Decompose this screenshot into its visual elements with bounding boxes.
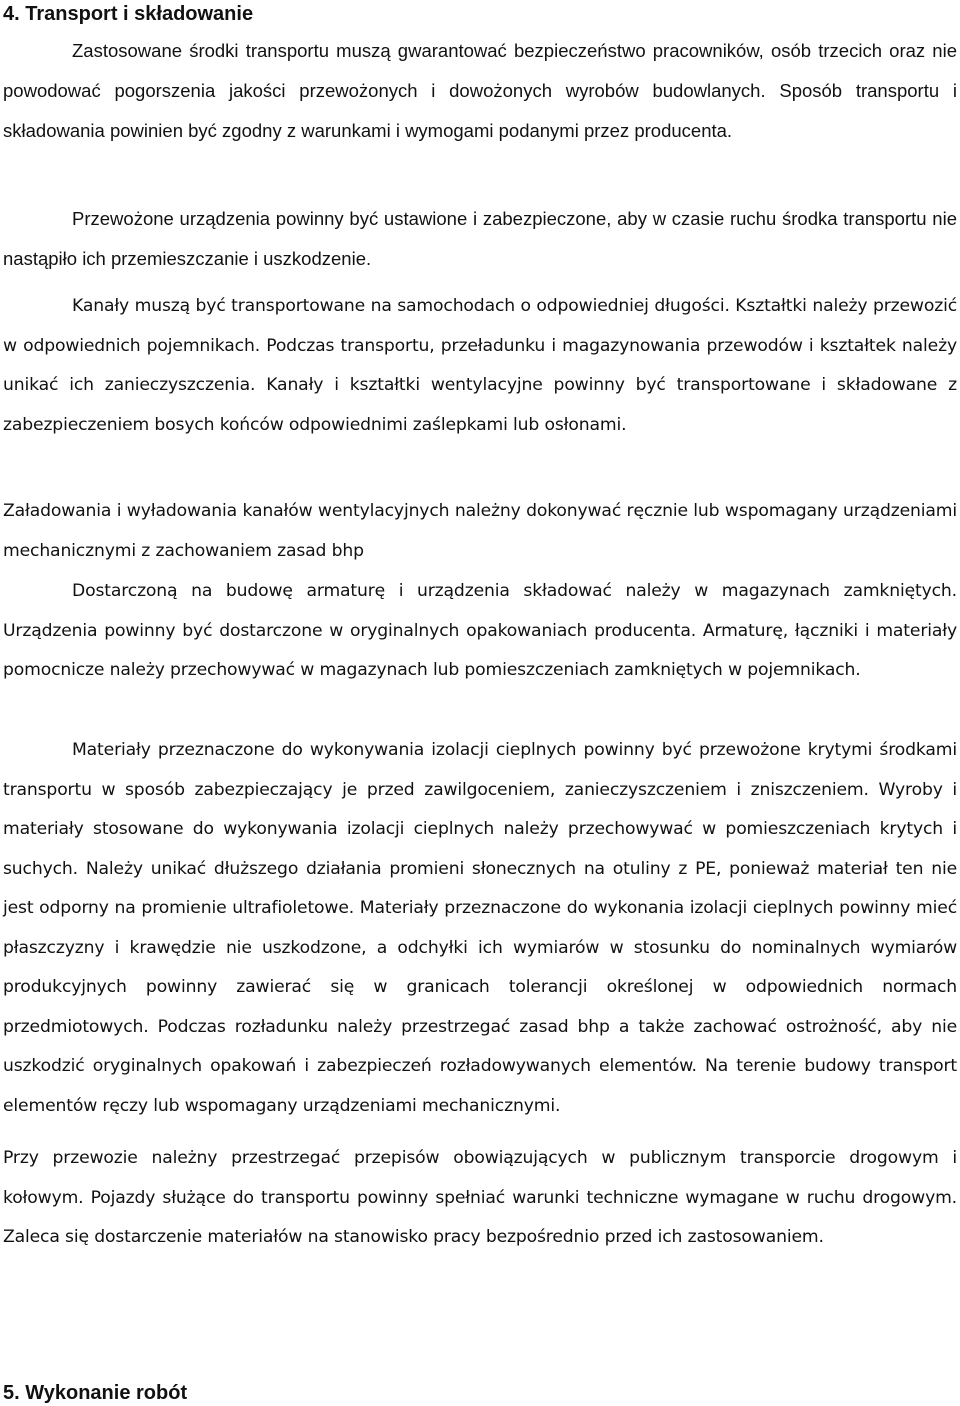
- paragraph-ducts-transport: Kanały muszą być transportowane na samochodach o odpowiedniej długości. Kształtki należy przewozić w odpowiednich pojemnikach. Podczas transportu, przeładunku i magazynowania przewodów i kształtek należy unikać ich zanieczyszczenia. Kanały i kształtki wentylacyjne powinny być transportowane i składowane z zabezpieczeniem bosych końców odpowiednimi zaślepkami lub osłonami.: [3, 296, 957, 435]
- paragraph-transport-means: Zastosowane środki transportu muszą gwarantować bezpieczeństwo pracowników, osób trzecich oraz nie powodować pogorszenia jakości przewożonych i dowożonych wyrobów budowlanych. Sposób transportu i składowania powinien być zgodny z warunkami i wymogami podanymi przez producenta.: [3, 40, 957, 141]
- paragraph-road-transport: Przy przewozie należny przestrzegać przepisów obowiązujących w publicznym transporcie drogowym i kołowym. Pojazdy służące do transportu powinny spełniać warunki techniczne wymagane w ruchu drogowym. Zaleca się dostarczenie materiałów na stanowisko pracy bezpośrednio przed ich zastosowaniem.: [3, 1148, 957, 1247]
- paragraph-fittings-storage: Dostarczoną na budowę armaturę i urządzenia składować należy w magazynach zamkniętych. Urządzenia powinny być dostarczone w oryginalnych opakowaniach producenta. Armaturę, łączniki i materiały pomocnicze należy przechowywać w magazynach lub pomieszczeniach zamkniętych w pojemnikach.: [3, 581, 957, 680]
- section-heading-transport: 4. Transport i składowanie: [3, 3, 254, 25]
- paragraph-insulation-materials: Materiały przeznaczone do wykonywania izolacji cieplnych powinny być przewożone krytymi środkami transportu w sposób zabezpieczający je przed zawilgoceniem, zanieczyszczeniem i zniszczeniem. Wyroby i materiały stosowane do wykonywania izolacji cieplnych należy przechowywać w pomieszczeniach krytych i suchych. Należy unikać dłuższego działania promieni słonecznych na otuliny z PE, ponieważ materiał ten nie jest odporny na promienie ultrafioletowe. Materiały przeznaczone do wykonania izolacji cieplnych powinny mieć płaszczyzny i krawędzie nie uszkodzone, a odchyłki ich wymiarów w stosunku do nominalnych wymiarów produkcyjnych powinny zawierać się w granicach tolerancji określonej w odpowiednich normach przedmiotowych. Podczas rozładunku należy przestrzegać zasad bhp a także zachować ostrożność, aby nie uszkodzić oryginalnych opakowań i zabezpieczeń rozładowywanych elementów. Na terenie budowy transport elementów ręczy lub wspomagany urządzeniami mechanicznymi.: [3, 740, 957, 1116]
- section-heading-works: 5. Wykonanie robót: [3, 1382, 188, 1404]
- paragraph-loading-unloading: Załadowania i wyładowania kanałów wentylacyjnych należny dokonywać ręcznie lub wspomagany urządzeniami mechanicznymi z zachowaniem zasad bhp: [3, 501, 957, 561]
- paragraph-devices-securing: Przewożone urządzenia powinny być ustawione i zabezpieczone, aby w czasie ruchu środka transportu nie nastąpiło ich przemieszczanie i uszkodzenie.: [3, 208, 957, 269]
